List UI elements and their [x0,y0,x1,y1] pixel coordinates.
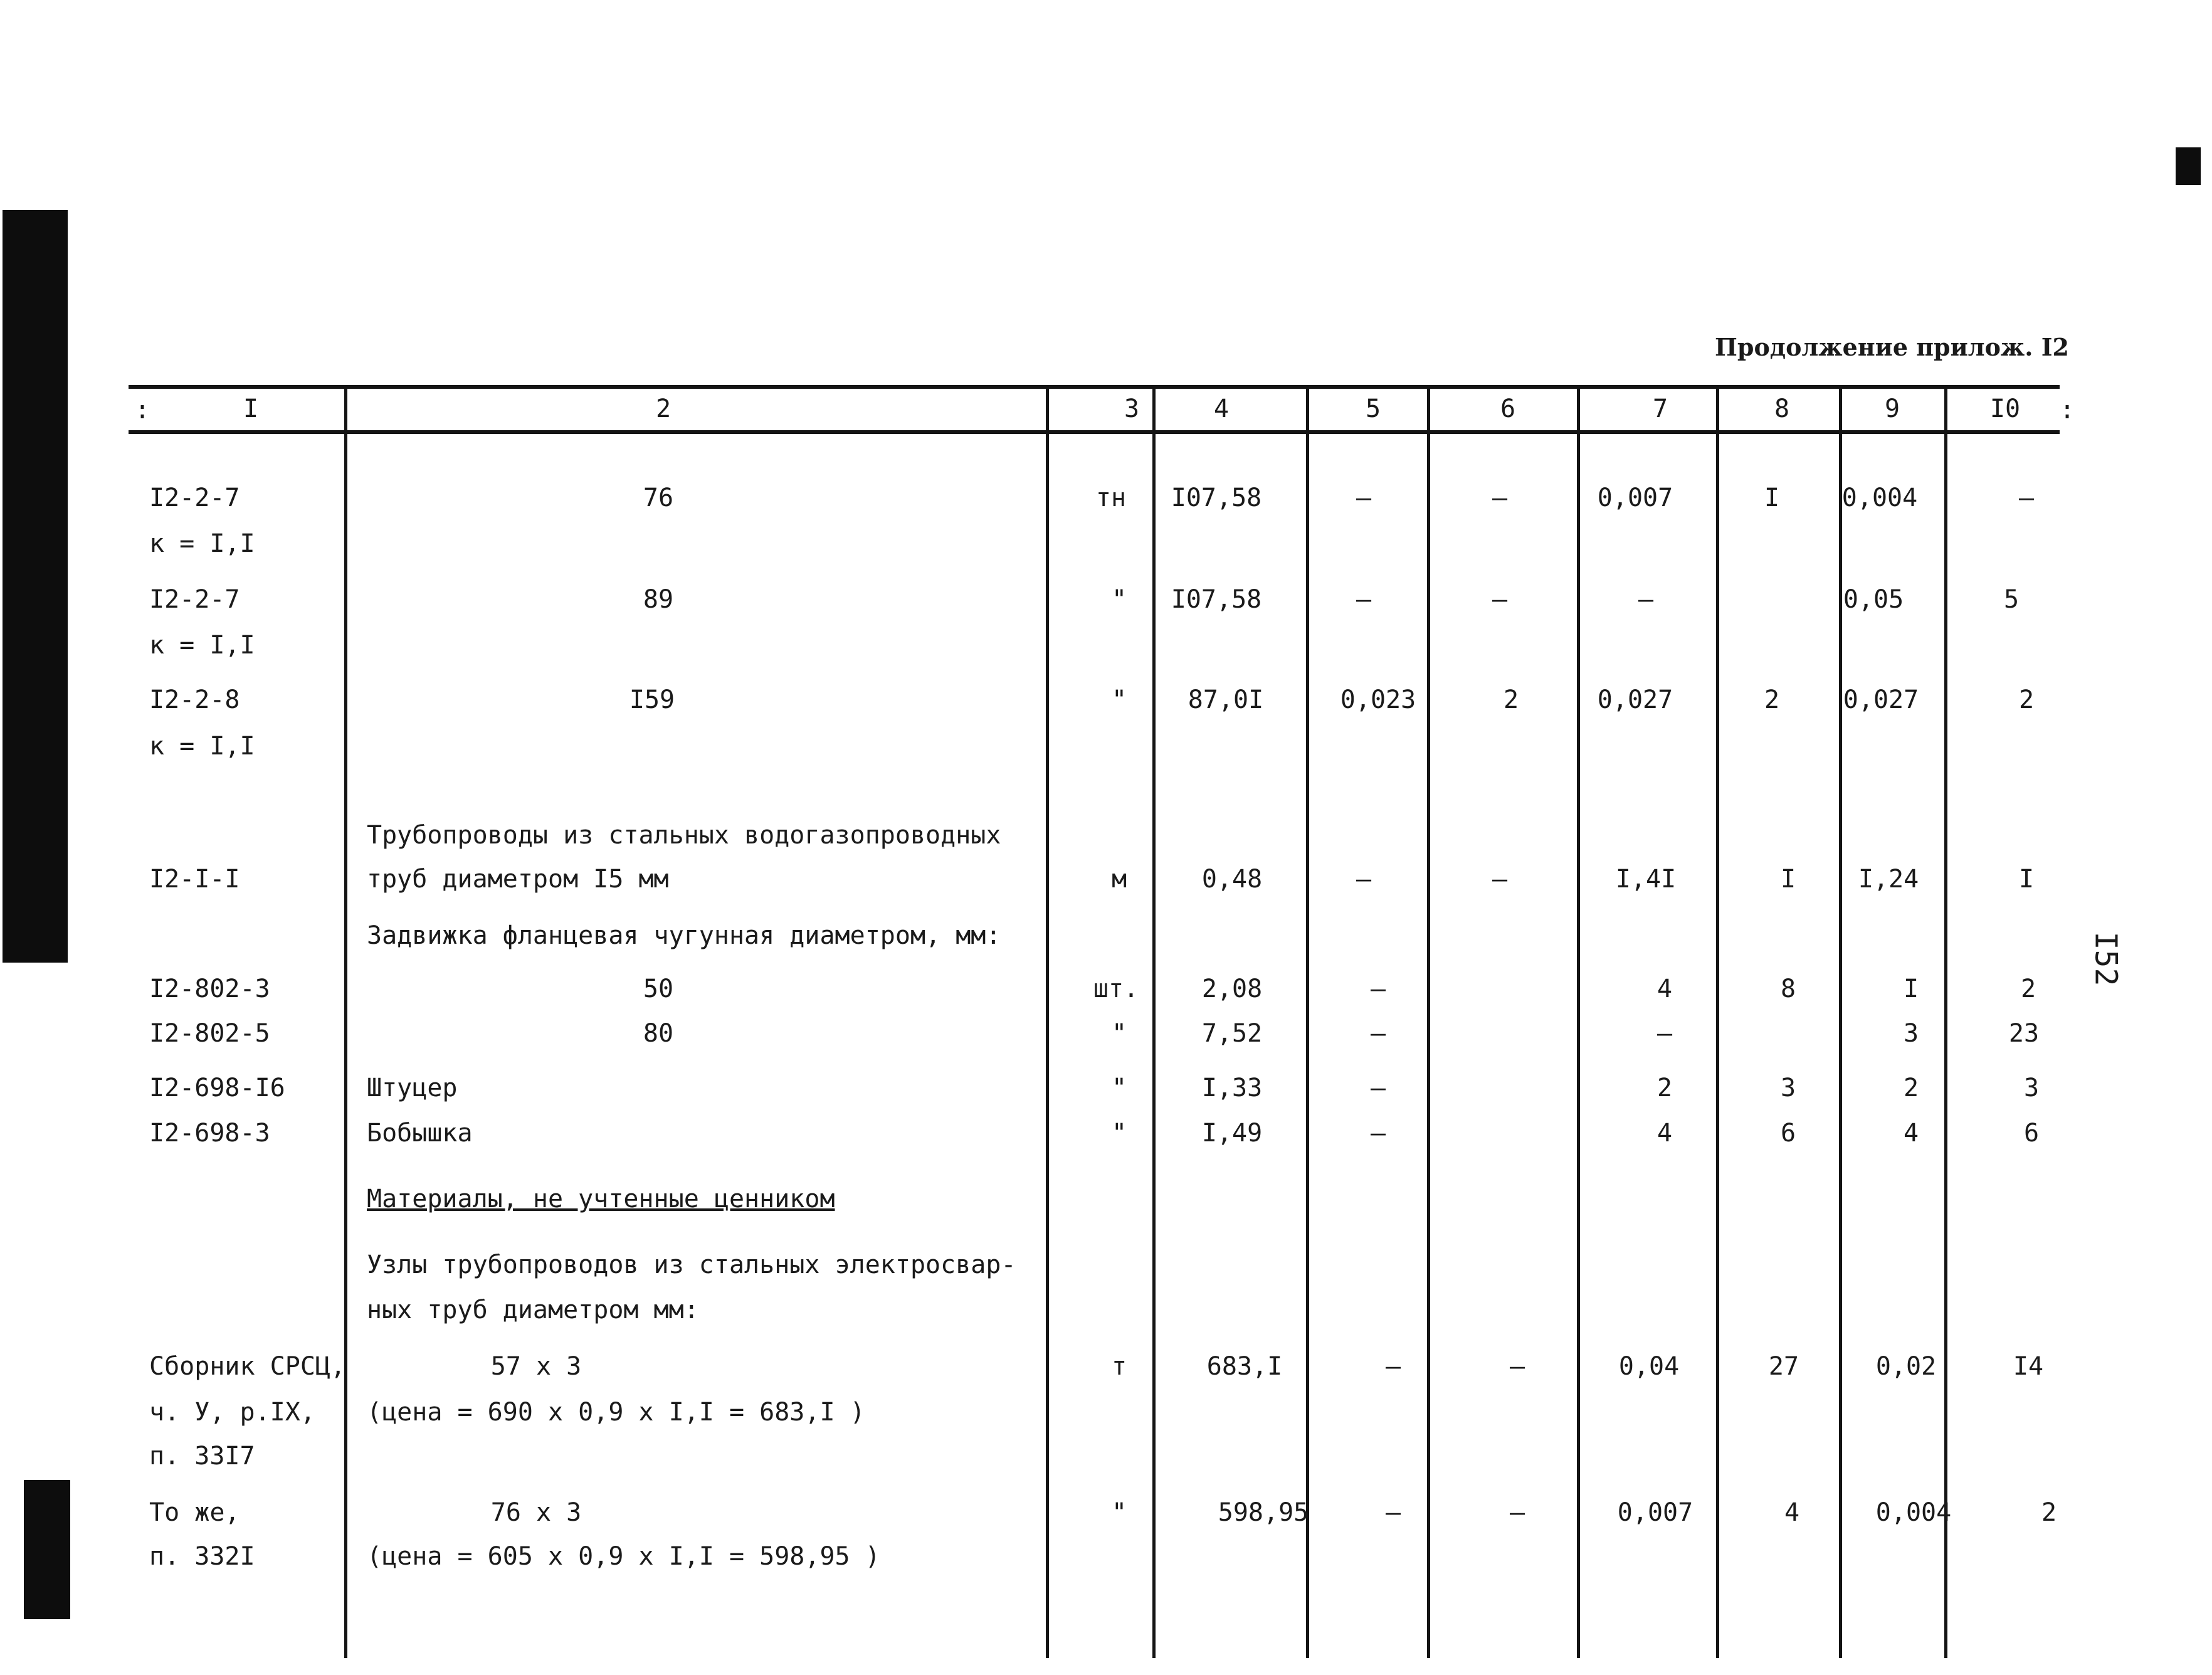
cell-code: п. 332I [149,1542,255,1571]
cell-unit: шт. [1093,975,1139,1003]
cell-code: I2-2-7 [149,483,240,512]
cell-col8: 4 [1784,1498,1800,1527]
cell-code: I2-802-3 [149,975,270,1003]
scan-corner-mark [2176,147,2201,185]
cell-code: п. 33I7 [149,1442,255,1471]
scan-edge-shadow [24,1480,70,1619]
cell-col10: 2 [2018,685,2035,714]
cell-name: Бобышка [367,1119,473,1148]
column-divider [1944,385,1947,1658]
cell-col4: 7,52 [1201,1019,1263,1048]
cell-col10: 2 [2020,975,2036,1003]
cell-col10: 6 [2023,1119,2040,1148]
cell-code: I2-I-I [149,865,240,894]
cell-name: 80 [643,1019,674,1048]
cell-code: к = I,I [149,529,255,558]
cell-col7: 2 [1656,1074,1673,1102]
column-header: I0 [1989,394,2021,423]
cell-col9: 0,004 [1841,483,1918,512]
cell-col6: – [1509,1352,1525,1381]
cell-col10: – [2018,483,2035,512]
cell-col6: – [1492,483,1508,512]
column-header: 5 [1365,394,1381,423]
cell-name: (цена = 690 x 0,9 x I,I = 683,I ) [367,1398,865,1427]
cell-col7: 4 [1656,1119,1673,1148]
column-header: 2 [655,394,672,423]
cell-code: I2-698-I6 [149,1074,285,1102]
cell-col4: 598,95 [1218,1498,1309,1527]
cell-col9: 2 [1903,1074,1919,1102]
cell-col7: 0,007 [1597,483,1673,512]
column-divider [1306,385,1309,1658]
cell-unit: м [1111,865,1127,894]
cell-col7: 0,04 [1618,1352,1680,1381]
cell-col5: – [1385,1498,1401,1527]
cell-code: к = I,I [149,631,255,660]
table-header-rule [129,430,2060,434]
table-top-rule [129,385,2060,389]
cell-col9: 3 [1903,1019,1919,1048]
cell-col6: – [1492,585,1508,614]
cell-code: I2-2-8 [149,685,240,714]
column-header: 9 [1884,394,1900,423]
cell-col4: 2,08 [1201,975,1263,1003]
column-divider [1577,385,1580,1658]
cell-col4: I,49 [1201,1119,1263,1148]
cell-col7: – [1638,585,1654,614]
cell-col7: 0,027 [1597,685,1673,714]
section-subheading: ных труб диаметром мм: [367,1296,699,1324]
header-colon-right: : [2060,396,2075,425]
cell-name: 76 x 3 [490,1498,582,1527]
cell-col9: 0,027 [1843,685,1919,714]
cell-col4: I07,58 [1171,585,1262,614]
cell-unit: " [1111,585,1127,614]
cell-col6: – [1509,1498,1525,1527]
scan-edge-shadow [3,210,68,963]
column-divider [1839,385,1842,1658]
cell-col6: 2 [1503,685,1519,714]
cell-col7: – [1656,1019,1673,1048]
cell-col5: – [1370,1019,1386,1048]
cell-name: труб диаметром I5 мм [367,865,669,894]
column-divider [1152,385,1156,1658]
cell-col6: – [1492,865,1508,894]
continuation-label: Продолжение прилож. I2 [1715,333,2069,361]
cell-col9: 4 [1903,1119,1919,1148]
cell-col5: – [1356,483,1372,512]
cell-col7: I,4I [1615,865,1677,894]
cell-unit: " [1111,685,1127,714]
cell-col10: 5 [2003,585,2020,614]
section-heading: Материалы, не учтенные ценником [367,1185,835,1213]
cell-col9: I [1903,975,1919,1003]
cell-col4: I,33 [1201,1074,1263,1102]
cell-col8: 8 [1780,975,1796,1003]
cell-col5: – [1370,975,1386,1003]
cell-col4: 683,I [1206,1352,1283,1381]
section-heading: Задвижка фланцевая чугунная диаметром, мм: [367,921,1001,950]
cell-col8: I [1764,483,1780,512]
cell-col5: 0,023 [1340,685,1416,714]
cell-col8: 3 [1780,1074,1796,1102]
cell-name: Штуцер [367,1074,458,1102]
cell-col9: 0,02 [1875,1352,1937,1381]
column-divider [344,385,347,1658]
cell-col5: – [1356,865,1372,894]
cell-col4: 0,48 [1201,865,1263,894]
cell-col5: – [1356,585,1372,614]
column-header: 3 [1124,394,1140,423]
column-divider [1427,385,1430,1658]
cell-col4: I07,58 [1171,483,1262,512]
cell-unit: " [1111,1074,1127,1102]
cell-unit: " [1111,1019,1127,1048]
cell-col9: I,24 [1858,865,1919,894]
cell-col5: – [1370,1074,1386,1102]
cell-col10: 23 [2008,1019,2040,1048]
cell-code: I2-802-5 [149,1019,270,1048]
column-header: 6 [1500,394,1516,423]
column-divider [1046,385,1049,1658]
cell-unit: т [1111,1352,1127,1381]
cell-col8: I [1780,865,1796,894]
column-header: I [243,394,259,423]
cell-col10: 3 [2023,1074,2040,1102]
cell-col5: – [1385,1352,1401,1381]
cell-name: 89 [643,585,674,614]
page-number: I52 [2088,931,2124,986]
column-divider [1716,385,1719,1658]
cell-col8: 2 [1764,685,1780,714]
column-header: 7 [1652,394,1668,423]
cell-name: 57 x 3 [490,1352,582,1381]
section-subheading: Узлы трубопроводов из стальных электросвар- [367,1250,1016,1279]
cell-code: Сборник СРСЦ, [149,1352,346,1381]
cell-col8: 27 [1768,1352,1799,1381]
cell-col9: 0,05 [1843,585,1904,614]
cell-unit: " [1111,1498,1127,1527]
cell-name: I59 [629,685,675,714]
cell-code: I2-2-7 [149,585,240,614]
cell-col9: 0,004 [1875,1498,1952,1527]
cell-code: I2-698-3 [149,1119,270,1148]
cell-col10: 2 [2041,1498,2057,1527]
cell-name: Трубопроводы из стальных водогазопроводных [367,821,1001,850]
cell-unit: тн [1095,483,1127,512]
column-header: 8 [1774,394,1790,423]
column-header: 4 [1213,394,1230,423]
cell-col10: I [2018,865,2035,894]
cell-unit: " [1111,1119,1127,1148]
header-colon-left: : [135,396,150,425]
cell-col5: – [1370,1119,1386,1148]
cell-col10: I4 [2013,1352,2044,1381]
cell-col7: 4 [1656,975,1673,1003]
cell-name: 50 [643,975,674,1003]
cell-col4: 87,0I [1188,685,1264,714]
cell-code: То же, [149,1498,240,1527]
cell-code: к = I,I [149,732,255,761]
cell-col7: 0,007 [1617,1498,1693,1527]
cell-col8: 6 [1780,1119,1796,1148]
cell-name: 76 [643,483,674,512]
cell-code: ч. У, р.IX, [149,1398,315,1427]
cell-name: (цена = 605 x 0,9 x I,I = 598,95 ) [367,1542,880,1571]
